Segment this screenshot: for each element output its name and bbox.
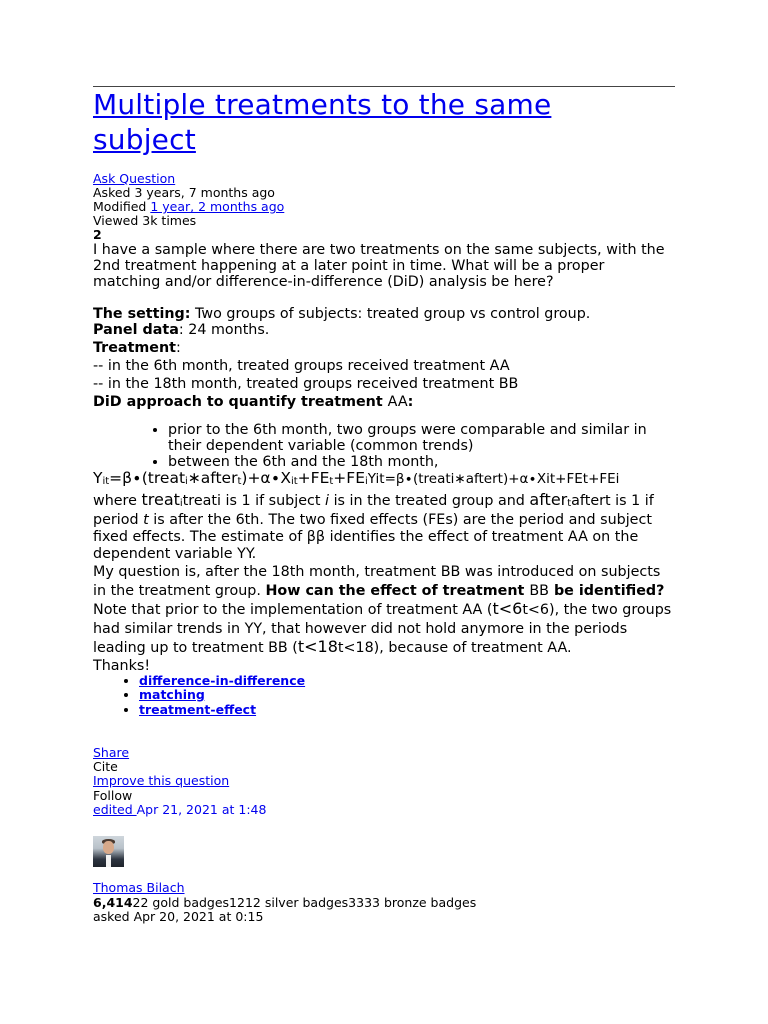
- asked-time: Asked 3 years, 7 months ago: [93, 185, 275, 200]
- tag-matching[interactable]: matching: [139, 687, 205, 702]
- bullet-between-months: • between the 6th and the 18th month,: [168, 454, 673, 470]
- modified-time: [93, 200, 284, 214]
- setting-label: The setting:: [93, 306, 191, 322]
- view-count: Viewed 3k times: [93, 213, 197, 228]
- intro-paragraph: I have a sample where there are two treatments on the same subjects, with the 2nd treatment happening at a later point in time. What will be a proper matching and/or difference-in-difference (DiD) analysis be here?: [93, 242, 665, 290]
- tag-difference-in-difference[interactable]: difference-in-difference: [139, 672, 306, 688]
- setting-text: Two groups of subjects: treated group vs control group.: [190, 306, 591, 322]
- panel-text: : 24 months.: [178, 322, 270, 338]
- tag-item: [139, 703, 673, 718]
- modified-label: Modified: [93, 199, 151, 214]
- panel-label: Panel data: [93, 322, 179, 338]
- edited-date: Apr 21, 2021 at 1:48: [136, 801, 267, 817]
- user-reputation: 6,414: [93, 894, 133, 910]
- where-paragraph: where treatitreati is 1 if subject i is in the treated group and aftertaftert is 1 if period t is after the 6th. The two fixed effects (FEs) are the period and subject fixed effects. The estimate of ββ identifies the effect of treatment AA on the dependent variable YY.: [93, 490, 654, 562]
- improve-question-link[interactable]: Improve this question: [93, 773, 230, 789]
- user-asked-time: asked Apr 20, 2021 at 0:15: [93, 909, 264, 924]
- did-heading: [93, 394, 673, 410]
- panel-line: [93, 322, 673, 338]
- tag-item: [139, 688, 673, 703]
- bullet-common-trends: • prior to the 6th month, two groups were comparable and similar in their dependent variable (common trends): [168, 422, 673, 454]
- edited-link[interactable]: edited: [93, 801, 137, 817]
- treatment-label: Treatment: [93, 340, 177, 356]
- tag-item: [139, 674, 673, 689]
- user-avatar[interactable]: [93, 836, 124, 867]
- formula-plain: Yit=β∙(treati∗aftert)+α∙Xit+FEt+FEi: [367, 471, 620, 487]
- setting-line: [93, 306, 673, 322]
- tag-list: [93, 674, 673, 718]
- treatment-a-line: -- in the 6th month, treated groups received treatment AA: [93, 358, 510, 374]
- post-actions: [93, 746, 266, 817]
- share-link[interactable]: Share: [93, 745, 130, 760]
- follow-button[interactable]: Follow: [93, 787, 133, 803]
- user-stats: [93, 896, 476, 911]
- did-label: DiD approach to quantify treatment: [93, 394, 388, 410]
- did-bullets: [93, 422, 673, 470]
- thanks-line: Thanks!: [93, 657, 151, 674]
- user-badges: 22 gold badges1212 silver badges3333 bronze badges: [132, 894, 477, 910]
- user-card: [93, 881, 476, 925]
- modified-link[interactable]: 1 year, 2 months ago: [150, 199, 285, 214]
- question-paragraph: My question is, after the 18th month, treatment BB was introduced on subjects in the treatment group. How can the effect of treatment BB be identified? Note that prior to the implementation of treatment AA (t<6t<6), the two groups had similar trends in YY, that however did not hold anymore in the periods leading up to treatment BB (t<18t<18), because of treatment AA.: [93, 564, 672, 656]
- user-name-link[interactable]: Thomas Bilach: [93, 880, 185, 895]
- did-symbol: AA: [387, 394, 408, 410]
- did-formula: Yit=β∙(treati∗aftert)+α∙Xit+FEt+FEiYit=β∙(treati∗aftert)+α∙Xit+FEt+FEi: [93, 469, 620, 487]
- vote-count: 2: [93, 227, 102, 242]
- treatment-line: [93, 340, 673, 356]
- cite-button[interactable]: Cite: [93, 759, 118, 775]
- treatment-colon: :: [176, 340, 181, 356]
- treatment-b-line: -- in the 18th month, treated groups received treatment BB: [93, 376, 519, 392]
- question-meta: [93, 172, 284, 242]
- question-title-link[interactable]: Multiple treatments to the same subject: [93, 88, 552, 156]
- tag-treatment-effect[interactable]: treatment-effect: [139, 701, 257, 717]
- question-body: [93, 242, 673, 717]
- edited-info: [93, 803, 266, 817]
- ask-question-link[interactable]: Ask Question: [93, 171, 176, 186]
- did-colon: :: [407, 394, 414, 410]
